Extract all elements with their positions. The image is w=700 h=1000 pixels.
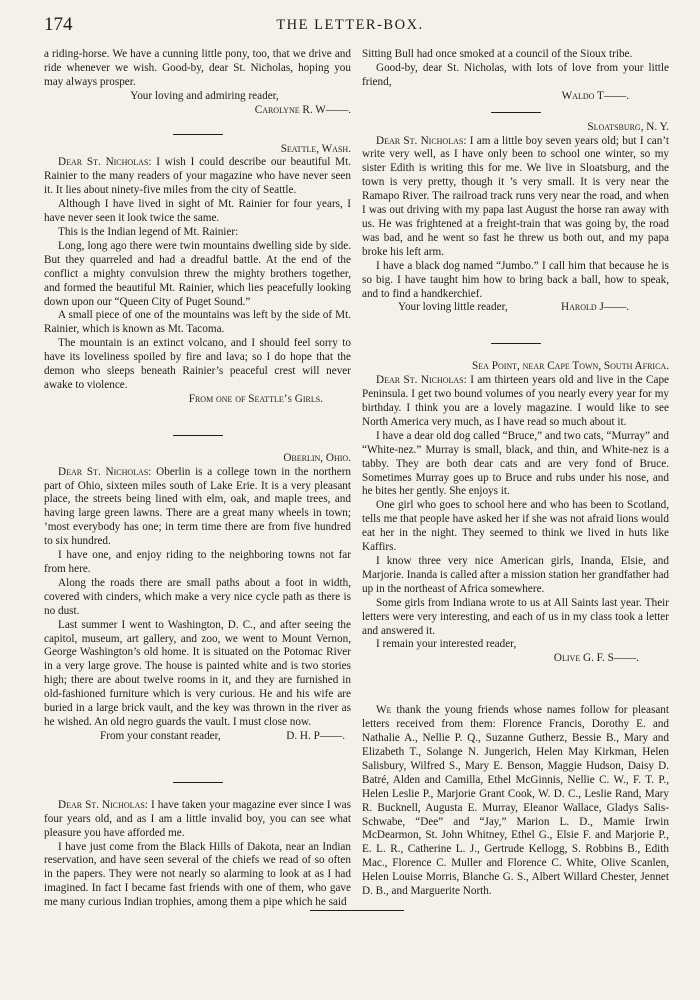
left-column [44, 48, 351, 910]
page-end-rule [310, 910, 404, 911]
letter-signature: D. H. P——. [286, 729, 345, 742]
letter-signature: Harold J——. [561, 301, 629, 314]
paragraph: Dear St. Nicholas: I have taken your magazine ever since I was four years old, and as I am a little invalid boy, you can see what pleasure you have afforded me. [44, 798, 351, 839]
paragraph: I have just come from the Black Hills of Dakota, near an Indian reservation, and have seen several of the chiefs we read of so often in the papers. They were not nearly so alarming to look at as I had imagined. In fact I became fast friends with one of them, who gave me many curious Indian trophies, among them a pipe which he said [44, 840, 351, 909]
paragraph: Although I have lived in sight of Mt. Rainier for four years, I have never seen it look twice the same. [44, 198, 351, 225]
letter-sea-point [362, 360, 669, 666]
page-header [44, 14, 656, 40]
letter-signature: Carolyne R. W——. [254, 103, 351, 116]
paragraph: Sitting Bull had once smoked at a council of the Sioux tribe. [362, 48, 633, 60]
salutation: Dear St. Nicholas: [58, 156, 152, 169]
paragraph: I have a black dog named “Jumbo.” I call him that because he is so big. I have taught him how to bring back a ball, how to speak, and to find a handkerchief. [362, 259, 669, 300]
letter-place: Sloatsburg, N. Y. [587, 120, 669, 133]
paragraph: A small piece of one of the mountains was left by the side of Mt. Rainier, which is known as Mt. Tacoma. [44, 309, 351, 336]
letter-place: Sea Point, near Cape Town, South Africa. [472, 360, 669, 373]
letter-place: Seattle, Wash. [280, 142, 351, 155]
letter-signature: Waldo T——. [561, 89, 629, 102]
letter-seattle [44, 143, 351, 407]
letter-place: Oberlin, Ohio. [283, 451, 351, 464]
paragraph: Last summer I went to Washington, D. C., and after seeing the capitol, museum, art gallery, and zoo, we went to Mount Vernon, George Washington’s old home. It is situated on the Potomac River in a very large grove. The house is painted white and is two stories high; there are about twelve rooms in it, and they are furnished in old-fashioned furniture which is very curious. He and his wife are buried in a large brick vault, and the key was thrown in the river as he wished. An old negro guards the vault. I must close now. [44, 618, 351, 728]
paragraph: Good-by, dear St. Nicholas, with lots of love from your little friend, [362, 61, 669, 88]
letter-signature: From one of Seattle’s Girls. [188, 392, 323, 405]
salutation: Dear St. Nicholas: [376, 374, 467, 387]
salutation: Dear St. Nicholas: [376, 134, 467, 147]
letter-closing: Your loving and admiring reader, [130, 89, 279, 102]
paragraph: Along the roads there are small paths about a foot in width, covered with cinders, which make a very nice cycle path as there is no dust. [44, 576, 351, 617]
paragraph: a riding-horse. We have a cunning little pony, too, that we drive and ride whenever we wish. Good-by, dear St. Nicholas, hoping you may always prosper. [44, 48, 351, 88]
letter-signature: Olive G. F. S——. [553, 652, 639, 665]
letter-waldo [362, 48, 669, 104]
letter-oberlin [44, 452, 351, 744]
paragraph: I have a dear old dog called “Bruce,” and two cats, “Murray” and “White-nez.” Murray is small, black, and thin, and White-nez is a tabby. They are both dear cats and are very fond of Bruce. Sometimes Murray goes up to Bruce and rubs under his nose, and he bites her gently. She enjoys it. [362, 429, 669, 498]
page-number: 174 [44, 14, 73, 35]
letter-closing: From your constant reader, D. H. P——. [100, 729, 345, 742]
letter-carolyne [44, 48, 351, 118]
salutation: Dear St. Nicholas: [58, 798, 148, 811]
paragraph: One girl who goes to school here and who has been to Scotland, tells me that people have asked her if she was not afraid lions would eat her in the night. They seemed to think we lived in huts like Kaffirs. [362, 499, 669, 554]
letter-invalid-boy [44, 799, 351, 910]
paragraph: We thank the young friends whose names follow for pleasant letters received from them: Florence Francis, Dorothy E. and Nathalie A., Nellie P. Q., Suzanne Gutherz, Bessie B., Mary and Elizabeth T., Solange N. Jungerich, Helen May Kirkman, Helen Salisbury, Wilfred S., Mary E. Benson, Maggie Hudson, Daisy D. Batré, Alden and Camilla, Ethel McGinnis, Nellie C. W., F. T. P., Helen Leslie P., Marjorie Grant Cook, W. D. C., Leslie Rand, Mary R. Bucknell, Augusta E. Murray, Eleanor Wallace, Gladys Salis-Schwabe, “Dee” and “Jay,” Marion L. D., Mamie Irwin McDearmon, St. John Whitney, Ethel G., Elsie F. and Marjorie P., E. L. R., Catherine L. J., Gertrude Kellogg, S. Robbins B., Edith Mac., Florence C. Muller and Florence C. White, Olive Scanlen, Helen Louise Morris, Blanche G. S., Albert Willard Chester, Jennet D. B., and Marguerite North. [362, 704, 670, 898]
letter-closing: Your loving little reader, Harold J——. [398, 301, 629, 314]
paragraph: I have one, and enjoy riding to the neighboring towns not far from here. [44, 549, 351, 575]
paragraph: Dear St. Nicholas: Oberlin is a college town in the northern part of Ohio, sixteen miles south of Lake Erie. It is a very pleasant place, the streets being lined with elm, oak, and maple trees, and having large green lawns. There are a great many wheels in town; ’most everybody has one; in term time there are from five hundred to six hundred. [44, 465, 352, 548]
thanks-lead: We [376, 704, 392, 717]
paragraph: Dear St. Nicholas: I wish I could describe our beautiful Mt. Rainier to the many readers of your magazine who have never seen it. It lies about ninety-five miles from the city of Seattle. [44, 156, 351, 197]
letter-sloatsburg [362, 121, 669, 316]
paragraph: The mountain is an extinct volcano, and I should feel sorry to have its loveliness spoiled by fire and lava; so I do hope that the demon who sleeps beneath Rainier’s peaceful crest will never awake to violence. [44, 337, 351, 391]
paragraph: I remain your interested reader, [376, 638, 517, 651]
paragraph: Dear St. Nicholas: I am a little boy seven years old; but I can’t write very well, as I have only been to school one winter, so my sister Edith is writing this for me. We live in Sloatsburg, and the town is very pretty, though it ’s very small. It is very near the Ramapo River. The railroad track runs very near the road, and when I was out driving with my papa last August the horse ran away with us. He was frightened at a freight-train that was going by, the road was bad, and he went so fast he threw us both out, and my papa broke his left arm. [362, 134, 669, 258]
paragraph: Long, long ago there were twin mountains dwelling side by side. But they quarreled and had a dreadful battle. At the end of the conflict a mighty convulsion threw the mighty brothers together, and formed the beautiful Mt. Rainier, which lies peacefully looking down upon our “Queen City of Puget Sound.” [44, 239, 351, 308]
paragraph: I know three very nice American girls, Inanda, Elsie, and Marjorie. Inanda is called after a mission station her grandfather had up in the northeast of Africa somewhere. [362, 555, 669, 595]
paragraph: Dear St. Nicholas: I am thirteen years old and live in the Cape Peninsula. I get two bound volumes of you nearly every year for my birthday. I think you are a lovely magazine. I would like to see North America very much, as I have read so much about it. [362, 374, 670, 428]
running-head: THE LETTER-BOX. [276, 17, 424, 33]
right-column [362, 48, 669, 899]
thanks-list [362, 704, 669, 899]
paragraph: Some girls from Indiana wrote to us at All Saints last year. Their letters were very interesting, and each of us in my class took a letter and answered it. [362, 596, 669, 637]
paragraph: This is the Indian legend of Mt. Rainier: [58, 225, 239, 238]
salutation: Dear St. Nicholas: [58, 465, 152, 478]
